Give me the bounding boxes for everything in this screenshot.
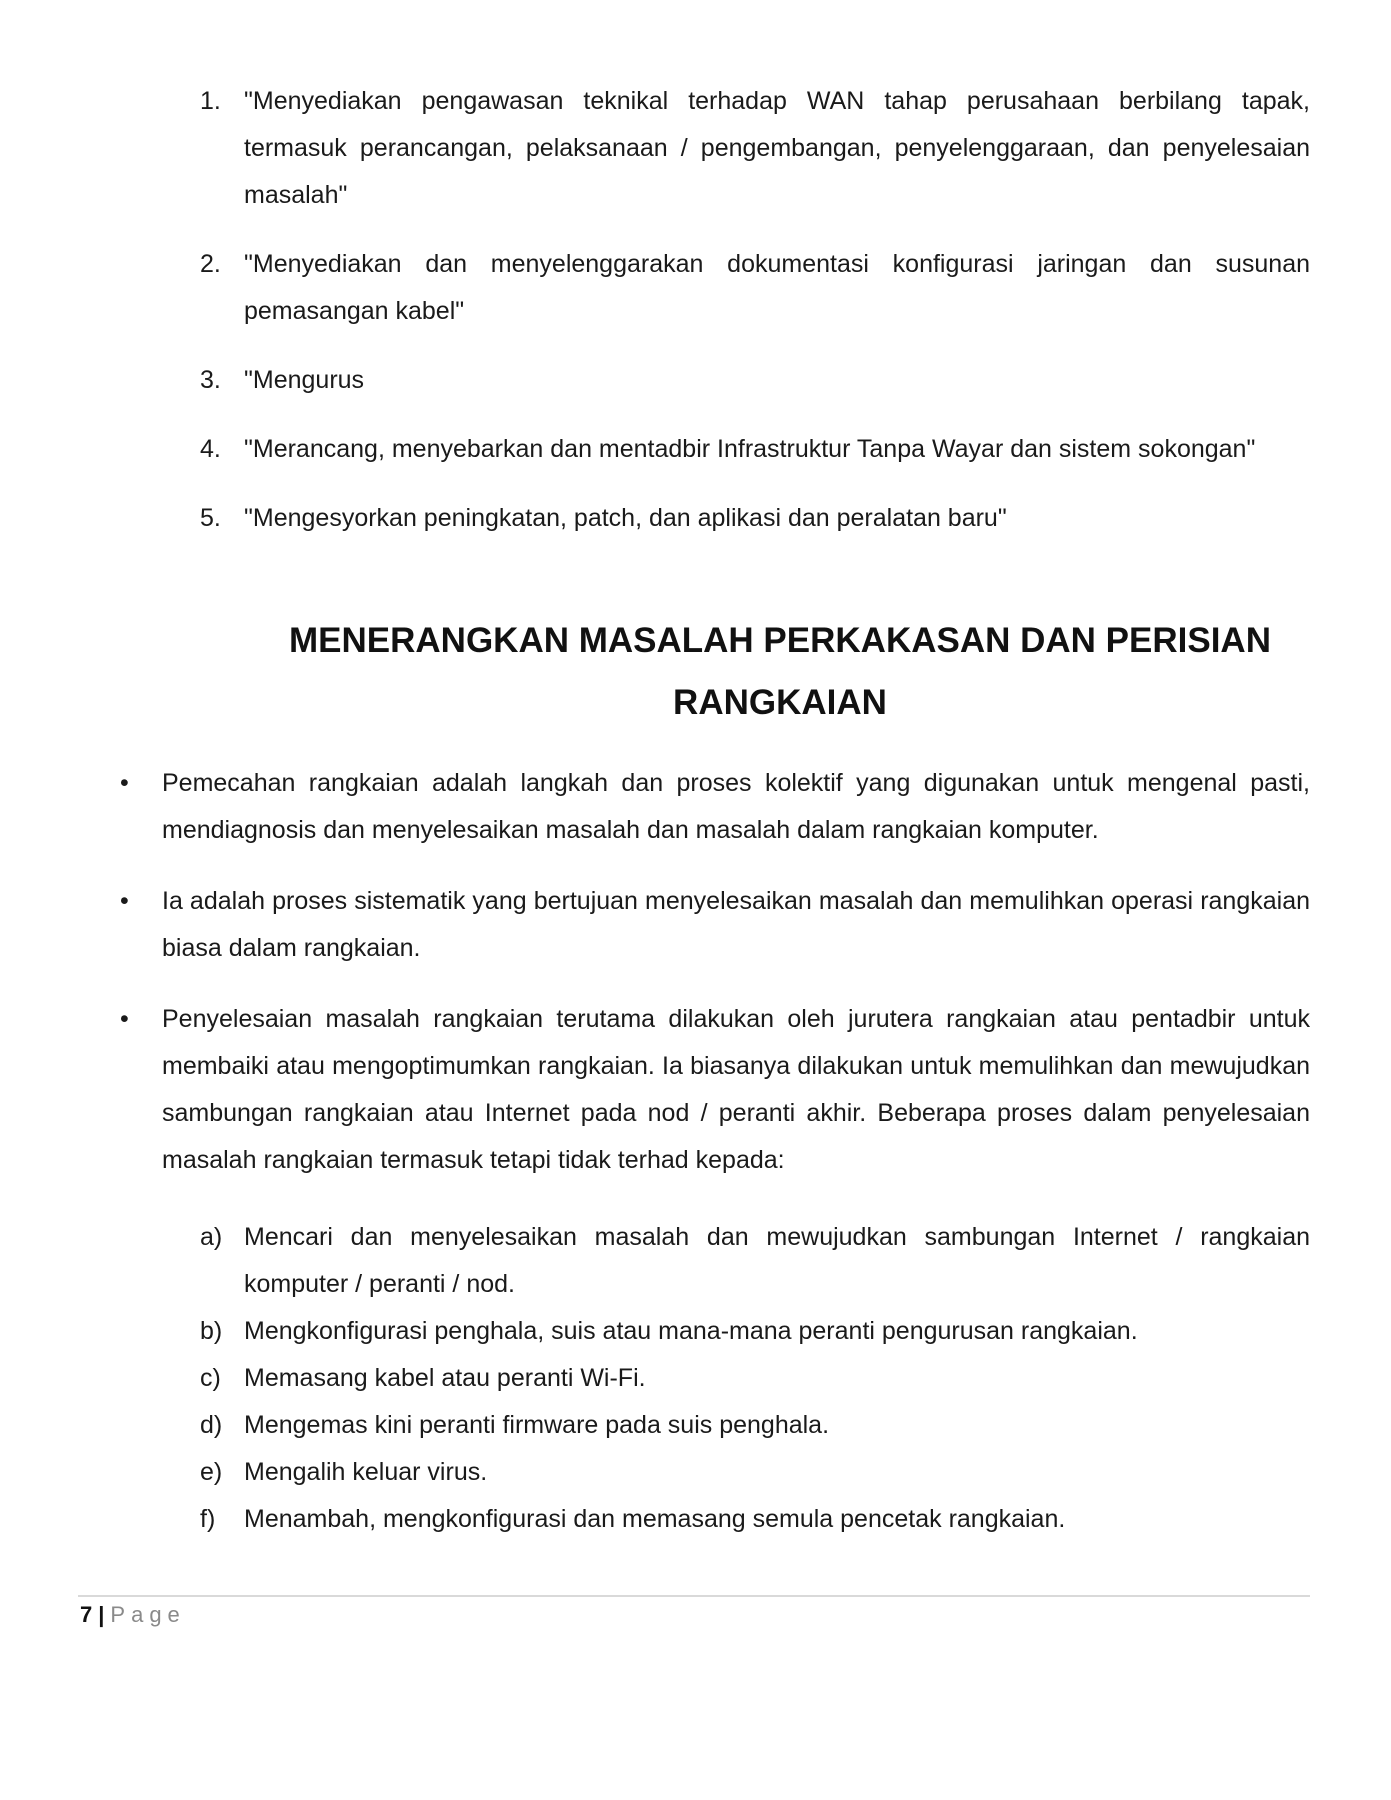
list-marker: 4. [200,435,221,463]
list-item [200,495,1310,542]
bullet-text: Ia adalah proses sistematik yang bertujuan menyelesaikan masalah dan memulihkan operasi rangkaian biasa dalam rangkaian. [162,887,1310,962]
list-item-text: Mengkonfigurasi penghala, suis atau mana-mana peranti pengurusan rangkaian. [244,1317,1138,1345]
bullet-text: Pemecahan rangkaian adalah langkah dan proses kolektif yang digunakan untuk mengenal pasti, mendiagnosis dan menyelesaikan masalah dan masalah dalam rangkaian komputer. [162,769,1310,844]
list-item-text: "Menyediakan dan menyelenggarakan dokumentasi konfigurasi jaringan dan susunan pemasangan kabel" [244,250,1310,325]
list-marker: b) [200,1317,223,1345]
footer-divider [78,1595,1310,1597]
list-item [200,1449,1310,1496]
list-item-text: "Menyediakan pengawasan teknikal terhadap WAN tahap perusahaan berbilang tapak, termasuk perancangan, pelaksanaan / pengembangan, penyelenggaraan, dan penyelesaian masalah" [244,87,1310,209]
bullet-marker: • [120,887,129,915]
bullet-text: Penyelesaian masalah rangkaian terutama dilakukan oleh jurutera rangkaian atau pentadbir untuk membaiki atau mengoptimumkan rangkaian. Ia biasanya dilakukan untuk memulihkan dan mewujudkan sambungan rangkaian atau Internet pada nod / peranti akhir. Beberapa proses dalam penyelesaian masalah rangkaian termasuk tetapi tidak terhad kepada: [162,1005,1310,1174]
list-item [200,1402,1310,1449]
bullet-item [120,996,1310,1184]
list-item [200,1355,1310,1402]
list-item-text: Menambah, mengkonfigurasi dan memasang semula pencetak rangkaian. [244,1505,1066,1533]
section-heading-line-1: MENERANGKAN MASALAH PERKAKASAN DAN PERISIAN [289,621,1271,660]
list-marker: c) [200,1364,221,1392]
list-item-text: Mencari dan menyelesaikan masalah dan mewujudkan sambungan Internet / rangkaian komputer / peranti / nod. [244,1223,1310,1298]
list-marker: f) [200,1505,216,1533]
list-item-text: "Mengurus [244,366,365,394]
list-item [200,241,1310,335]
list-item [200,1496,1310,1543]
list-item [200,426,1310,473]
footer-separator: | [98,1602,105,1627]
bullet-item [120,878,1310,972]
list-marker: 5. [200,504,221,532]
list-item-text: Memasang kabel atau peranti Wi-Fi. [244,1364,646,1392]
list-item [200,1308,1310,1355]
bullet-item [120,760,1310,854]
list-item-text: "Mengesyorkan peningkatan, patch, dan aplikasi dan peralatan baru" [244,504,1007,532]
numbered-list [200,78,1310,564]
bullet-list [120,760,1310,1208]
list-item [200,78,1310,219]
list-item-text: "Merancang, menyebarkan dan mentadbir Infrastruktur Tanpa Wayar dan sistem sokongan" [244,435,1256,463]
list-marker: d) [200,1411,223,1439]
list-item [200,1214,1310,1308]
page-footer [80,1600,186,1630]
page-label: Page [110,1602,186,1627]
list-item-text: Mengemas kini peranti firmware pada suis penghala. [244,1411,830,1439]
bullet-marker: • [120,769,129,797]
list-marker: a) [200,1223,223,1251]
list-item-text: Mengalih keluar virus. [244,1458,488,1486]
section-heading [240,610,1320,734]
section-heading-line-2: RANGKAIAN [673,683,887,722]
list-marker: 3. [200,366,221,394]
list-marker: e) [200,1458,223,1486]
bullet-marker: • [120,1005,129,1033]
list-marker: 1. [200,87,221,115]
list-item [200,357,1310,404]
lettered-list [200,1214,1310,1543]
list-marker: 2. [200,250,221,278]
page-number: 7 [80,1602,93,1627]
